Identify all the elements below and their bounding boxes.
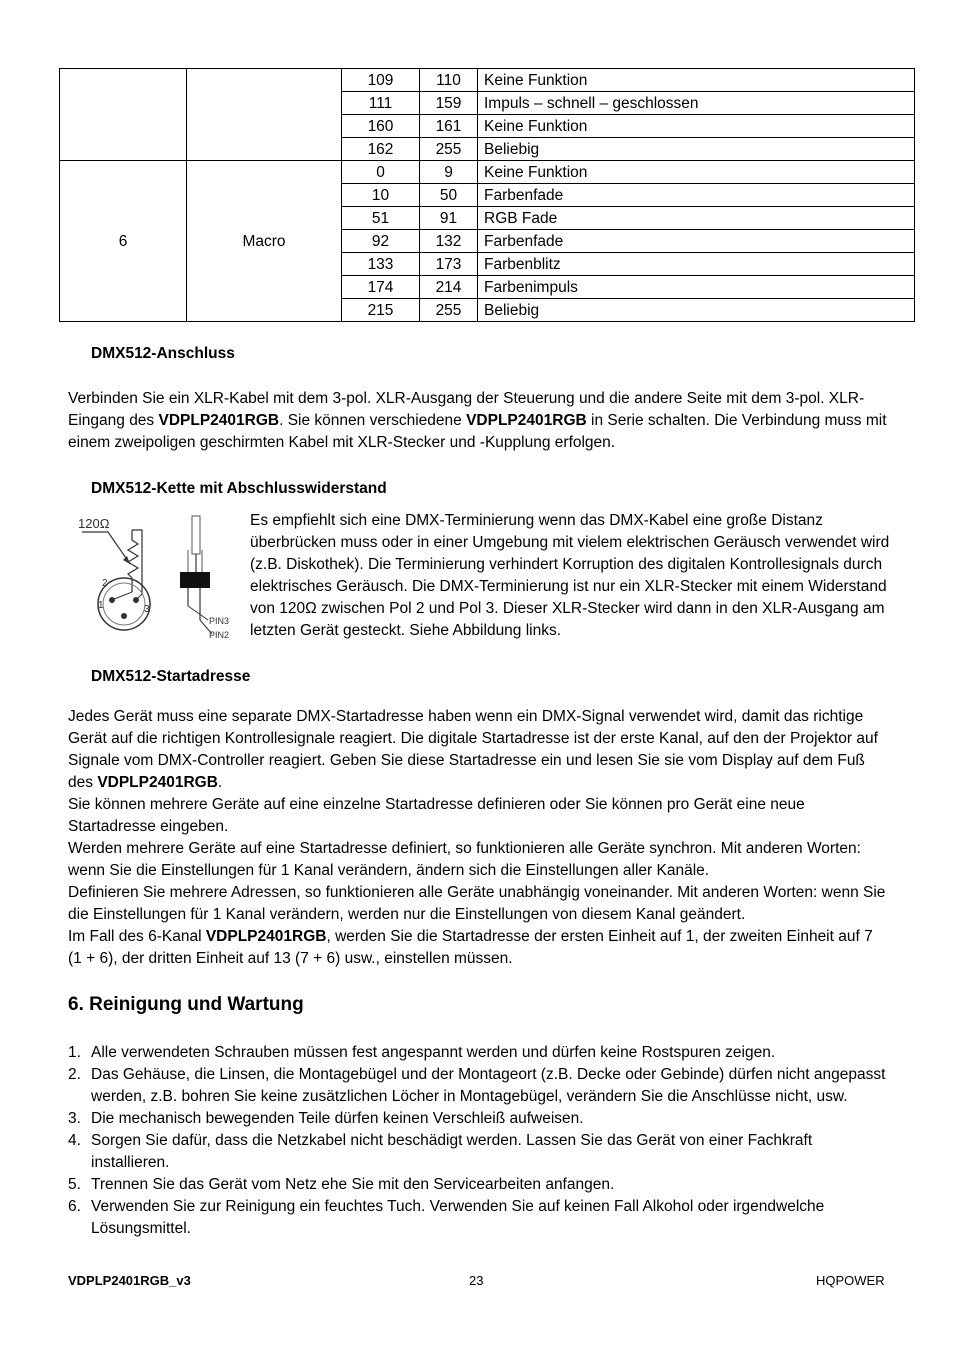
list-number: 3. — [68, 1110, 81, 1127]
list-item — [68, 1064, 888, 1108]
range-from: 160 — [342, 115, 420, 138]
table-row — [60, 161, 915, 184]
pin-number: 1 — [98, 600, 104, 611]
list-item — [68, 1130, 888, 1174]
heading-dmx-connection: DMX512-Anschluss — [91, 345, 235, 362]
range-from: 215 — [342, 299, 420, 322]
range-from: 51 — [342, 207, 420, 230]
range-to: 214 — [420, 276, 478, 299]
list-text: Verwenden Sie zur Reinigung ein feuchtes Tuch. Verwenden Sie auf keinen Fall Alkohol oder irgendwelche Lösungsmittel. — [91, 1198, 825, 1237]
range-to: 255 — [420, 138, 478, 161]
paragraph: Werden mehrere Geräte auf eine Startadresse definiert, so funktionieren alle Geräte synchron. Mit anderen Worten: wenn Sie die Einstellungen für 1 Kanal verändern, ändern sich die Einstellungen aller Kanäle. — [68, 840, 861, 879]
list-text: Alle verwendeten Schrauben müssen fest angespannt werden und dürfen keine Rostspuren zeigen. — [91, 1044, 776, 1061]
range-description: Impuls – schnell – geschlossen — [478, 92, 915, 115]
list-number: 6. — [68, 1198, 81, 1215]
dmx-channel-table — [59, 68, 915, 322]
range-to: 110 — [420, 69, 478, 92]
range-to: 9 — [420, 161, 478, 184]
range-to: 132 — [420, 230, 478, 253]
pin-number: 2 — [102, 578, 108, 589]
text-run: Verbinden Sie ein XLR-Kabel mit dem 3-pol. XLR-Ausgang der Steuerung und die andere Seite mit dem 3-pol. XLR-Eingang des — [68, 390, 865, 429]
xlr-pin — [121, 613, 127, 619]
list-item — [68, 1042, 888, 1064]
range-description: Keine Funktion — [478, 115, 915, 138]
connector-shell — [192, 516, 200, 554]
range-description: Keine Funktion — [478, 161, 915, 184]
pin-number: 3 — [144, 604, 150, 615]
paragraph-dmx-termination: Es empfiehlt sich eine DMX-Terminierung wenn das DMX-Kabel eine große Distanz überbrücken muss oder in einer Umgebung mit vielem elektrischen Geräusch verwendet wird (z.B. Diskothek). Die Terminierung verhindert Korruption des digitalen Kontrollesignals durch elektrisches Geräusch. Die DMX-Terminierung ist nur ein XLR-Stecker mit einem Widerstand von 120Ω zwischen Pol 2 und Pol 3. Dieser XLR-Stecker wird dann in den XLR-Ausgang am letzten Gerät gesteckt. Siehe Abbildung links. — [250, 512, 890, 639]
text-run: . — [217, 774, 223, 791]
range-from: 109 — [342, 69, 420, 92]
range-from: 174 — [342, 276, 420, 299]
text-run: , werden Sie die Startadresse der ersten Einheit auf 1, der zweiten Einheit auf 7 (1 + 6), der dritten Einheit auf 13 (7 + 6) usw., einstellen müssen. — [68, 928, 873, 967]
channel-number: 6 — [60, 161, 187, 322]
table-cell-empty — [187, 69, 342, 161]
channel-function: Macro — [187, 161, 342, 322]
product-name: VDPLP2401RGB — [158, 412, 280, 429]
list-number: 5. — [68, 1176, 81, 1193]
range-description: Beliebig — [478, 138, 915, 161]
paragraph: Sie können mehrere Geräte auf eine einzelne Startadresse definieren oder Sie können pro Gerät eine neue Startadresse eingeben. — [68, 796, 805, 835]
table-row — [60, 69, 915, 92]
list-text: Sorgen Sie dafür, dass die Netzkabel nicht beschädigt werden. Lassen Sie das Gerät von einer Fachkraft installieren. — [91, 1132, 813, 1171]
paragraph-dmx-connection — [68, 388, 888, 454]
product-name: VDPLP2401RGB — [205, 928, 327, 945]
text-run: Jedes Gerät muss eine separate DMX-Startadresse haben wenn ein DMX-Signal verwendet wird, damit das richtige Gerät auf die richtigen Kontrollesignale reagiert. Die digitale Startadresse ist der erste Kanal, auf den der Projektor auf Signale vom DMX-Controller reagiert. Geben Sie diese Startadresse ein und lesen Sie sie vom Display auf dem Fuß des — [68, 708, 878, 791]
range-from: 92 — [342, 230, 420, 253]
range-to: 91 — [420, 207, 478, 230]
heading-dmx-termination: DMX512-Kette mit Abschlusswiderstand — [91, 480, 387, 497]
range-description: Farbenimpuls — [478, 276, 915, 299]
range-description: Farbenblitz — [478, 253, 915, 276]
heat-shrink-sleeve — [180, 572, 210, 588]
text-run: in Serie schalten. Die Verbindung muss mit einem zweipoligen geschirmten Kabel mit XLR-Stecker und -Kupplung erfolgen. — [68, 412, 887, 451]
paragraph-dmx-start-address — [68, 706, 888, 970]
list-text: Die mechanisch bewegenden Teile dürfen keinen Verschleiß aufweisen. — [91, 1110, 584, 1127]
wire — [136, 594, 142, 600]
range-from: 133 — [342, 253, 420, 276]
product-name: VDPLP2401RGB — [466, 412, 587, 429]
footer-brand: HQPOWER — [816, 1273, 885, 1288]
list-item — [68, 1108, 888, 1130]
range-description: Keine Funktion — [478, 69, 915, 92]
range-from: 10 — [342, 184, 420, 207]
footer-page-number: 23 — [469, 1273, 484, 1288]
maintenance-list — [68, 1042, 888, 1240]
range-to: 159 — [420, 92, 478, 115]
wire — [112, 592, 132, 600]
range-to: 173 — [420, 253, 478, 276]
xlr-terminator-drawing — [72, 510, 240, 646]
range-description: Farbenfade — [478, 184, 915, 207]
paragraph — [68, 926, 888, 970]
range-description: Beliebig — [478, 299, 915, 322]
leader-line — [188, 606, 208, 620]
list-number: 2. — [68, 1066, 81, 1083]
range-from: 0 — [342, 161, 420, 184]
resistor-zigzag — [128, 530, 138, 592]
list-number: 1. — [68, 1044, 81, 1061]
range-description: RGB Fade — [478, 207, 915, 230]
list-number: 4. — [68, 1132, 81, 1149]
range-to: 255 — [420, 299, 478, 322]
resistor-label: 120Ω — [78, 516, 110, 531]
range-from: 111 — [342, 92, 420, 115]
resistor-leader-line — [82, 532, 130, 564]
paragraph — [68, 706, 888, 794]
range-to: 50 — [420, 184, 478, 207]
footer-document-id: VDPLP2401RGB_v3 — [68, 1273, 191, 1288]
list-text: Trennen Sie das Gerät vom Netz ehe Sie mit den Servicearbeiten anfangen. — [91, 1176, 615, 1193]
pin-label: PIN2 — [209, 630, 230, 640]
range-from: 162 — [342, 138, 420, 161]
product-name: VDPLP2401RGB — [97, 774, 218, 791]
pin-label: PIN3 — [209, 616, 230, 626]
list-item — [68, 1174, 888, 1196]
table-cell-empty — [60, 69, 187, 161]
section-title: 6. Reinigung und Wartung — [68, 994, 304, 1015]
range-to: 161 — [420, 115, 478, 138]
list-item — [68, 1196, 888, 1240]
range-description: Farbenfade — [478, 230, 915, 253]
list-text: Das Gehäuse, die Linsen, die Montagebügel und der Montageort (z.B. Decke oder Gebinde) dürfen nicht angepasst werden, z.B. bohren Sie keine zusätzlichen Löcher in Montagebügel, verändern Sie die Anschlüsse nicht, usw. — [91, 1066, 886, 1105]
heading-dmx-start-address: DMX512-Startadresse — [91, 668, 251, 685]
xlr-terminator-figure — [72, 510, 240, 646]
text-run: . Sie können verschiedene — [279, 412, 467, 429]
text-run: Im Fall des 6-Kanal — [68, 928, 206, 945]
paragraph: Definieren Sie mehrere Adressen, so funktionieren alle Geräte unabhängig voneinander. Mit anderen Worten: wenn Sie die Einstellungen für 1 Kanal verändern, werden nur die Einstellungen von diesem Kanal geändert. — [68, 884, 886, 923]
